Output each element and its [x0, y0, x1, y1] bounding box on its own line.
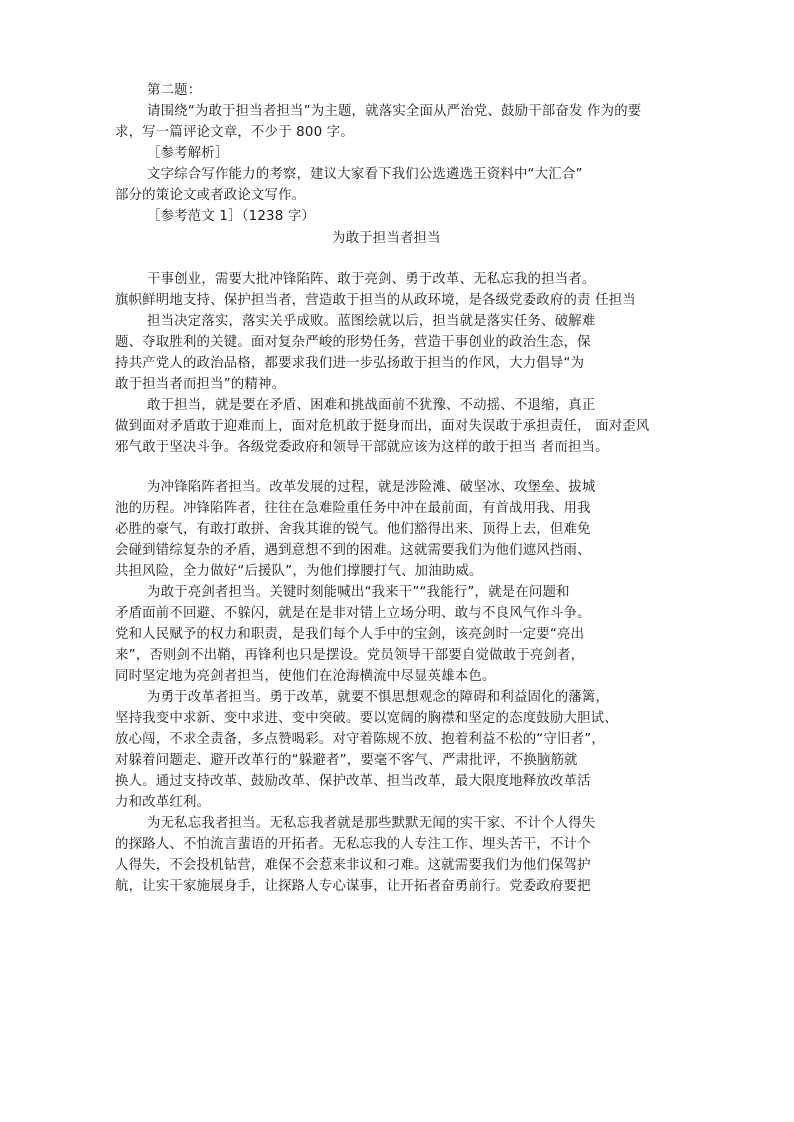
- essay-line: 旗帜鲜明地支持、保护担当者，营造敢于担当的从政环境，是各级党委政府的责 任担当: [115, 293, 636, 308]
- essay-line: 对躲着问题走、避开改革行的“躲避者”，要毫不客气、严肃批评，不换脑筋就: [115, 753, 578, 768]
- prompt-line: 请围绕“为敢于担当者担当”为主题，就落实全面从严治党、鼓励干部奋发 作为的要: [147, 104, 642, 119]
- essay-line: 为无私忘我者担当。无私忘我者就是那些默默无闻的实干家、不计个人得失: [147, 816, 596, 831]
- essay-line: 坚持我变中求新、变中求进、变中突破。要以宽阔的胸襟和坚定的态度鼓励大胆试、: [115, 711, 618, 726]
- analysis-line: 部分的策论文或者政论文写作。: [115, 188, 306, 203]
- essay-line: 换人。通过支持改革、鼓励改革、保护改革、担当改革，最大限度地释放改革活: [115, 774, 591, 789]
- analysis-line: 文字综合写作能力的考察，建议大家看下我们公选遴选王资料中“大汇合”: [147, 167, 583, 182]
- essay-line: 矛盾面前不回避、不躲闪，就是在是非对错上立场分明、敢与不良风气作斗争。: [115, 606, 591, 621]
- essay-line: 为勇于改革者担当。勇于改革，就要不惧思想观念的障碍和利益固化的藩篱，: [147, 690, 610, 705]
- essay-line: 人得失，不会投机钻营，难保不会惹来非议和刁难。这就需要我们为他们保驾护: [115, 858, 591, 873]
- essay-line: 的探路人、不怕流言蜚语的开拓者。无私忘我的人专注工作、埋头苦干，不计个: [115, 837, 591, 852]
- essay-line: 池的历程。冲锋陷阵者，往往在急难险重任务中冲在最前面，有首战用我、用我: [115, 501, 591, 516]
- essay-line: 干事创业，需要大批冲锋陷阵、敢于亮剑、勇于改革、无私忘我的担当者。: [147, 272, 596, 287]
- essay-line: 力和改革红利。: [115, 795, 211, 810]
- essay-line: 必胜的豪气，有敢打敢拼、舍我其谁的锐气。他们豁得出来、顶得上去，但难免: [115, 522, 591, 537]
- essay-title: 为敢于担当者担当: [332, 231, 441, 246]
- essay-line: 敢于担当，就是要在矛盾、困难和挑战面前不犹豫、不动摇、不退缩，真正: [147, 398, 596, 413]
- prompt-line: 求，写一篇评论文章，不少于 800 字。: [115, 125, 354, 140]
- essay-line: 为敢于亮剑者担当。关键时刻能喊出“我来干”“我能行”，就是在问题和: [147, 585, 570, 600]
- essay-line: 来”，否则剑不出鞘，再锋利也只是摆设。党员领导干部要自觉做敢于亮剑者，: [115, 648, 585, 663]
- essay-line: 邪气敢于坚决斗争。各级党委政府和领导干部就应该为这样的敢于担当 者而担当。: [115, 440, 609, 455]
- essay-line: 题、夺取胜利的关键。面对复杂严峻的形势任务，营造干事创业的政治生态，保: [115, 335, 591, 350]
- analysis-label: ［参考解析］: [147, 146, 229, 161]
- essay-line: 担当决定落实，落实关乎成败。蓝图绘就以后，担当就是落实任务、破解难: [147, 314, 596, 329]
- essay-line: 党和人民赋予的权力和职责，是我们每个人手中的宝剑，该亮剑时一定要“亮出: [115, 627, 585, 642]
- essay-line: 会碰到错综复杂的矛盾，遇到意想不到的困难。这就需要我们为他们遮风挡雨、: [115, 543, 591, 558]
- essay-line: 共担风险，全力做好“后援队”，为他们撑腰打气、加油助威。: [115, 564, 483, 579]
- essay-line: 为冲锋陷阵者担当。改革发展的过程，就是涉险滩、破坚冰、攻堡垒、拔城: [147, 480, 596, 495]
- sample-label: ［参考范文 1］（1238 字）: [147, 209, 316, 224]
- essay-line: 敢于担当者而担当”的精神。: [115, 377, 286, 392]
- essay-line: 放心闯，不求全责备，多点赞喝彩。对守着陈规不放、抱着利益不松的“守旧者”，: [115, 732, 605, 747]
- essay-line: 航，让实干家施展身手，让探路人专心谋事，让开拓者奋勇前行。党委政府要把: [115, 879, 591, 894]
- essay-line: 持共产党人的政治品格，都要求我们进一步弘扬敢于担当的作风，大力倡导“为: [115, 356, 585, 371]
- heading-label: 第二题：: [147, 83, 202, 98]
- essay-line: 做到面对矛盾敢于迎难而上，面对危机敢于挺身而出，面对失误敢于承担责任， 面对歪风: [115, 419, 650, 434]
- essay-line: 同时坚定地为亮剑者担当，使他们在沧海横流中尽显英雄本色。: [115, 669, 496, 684]
